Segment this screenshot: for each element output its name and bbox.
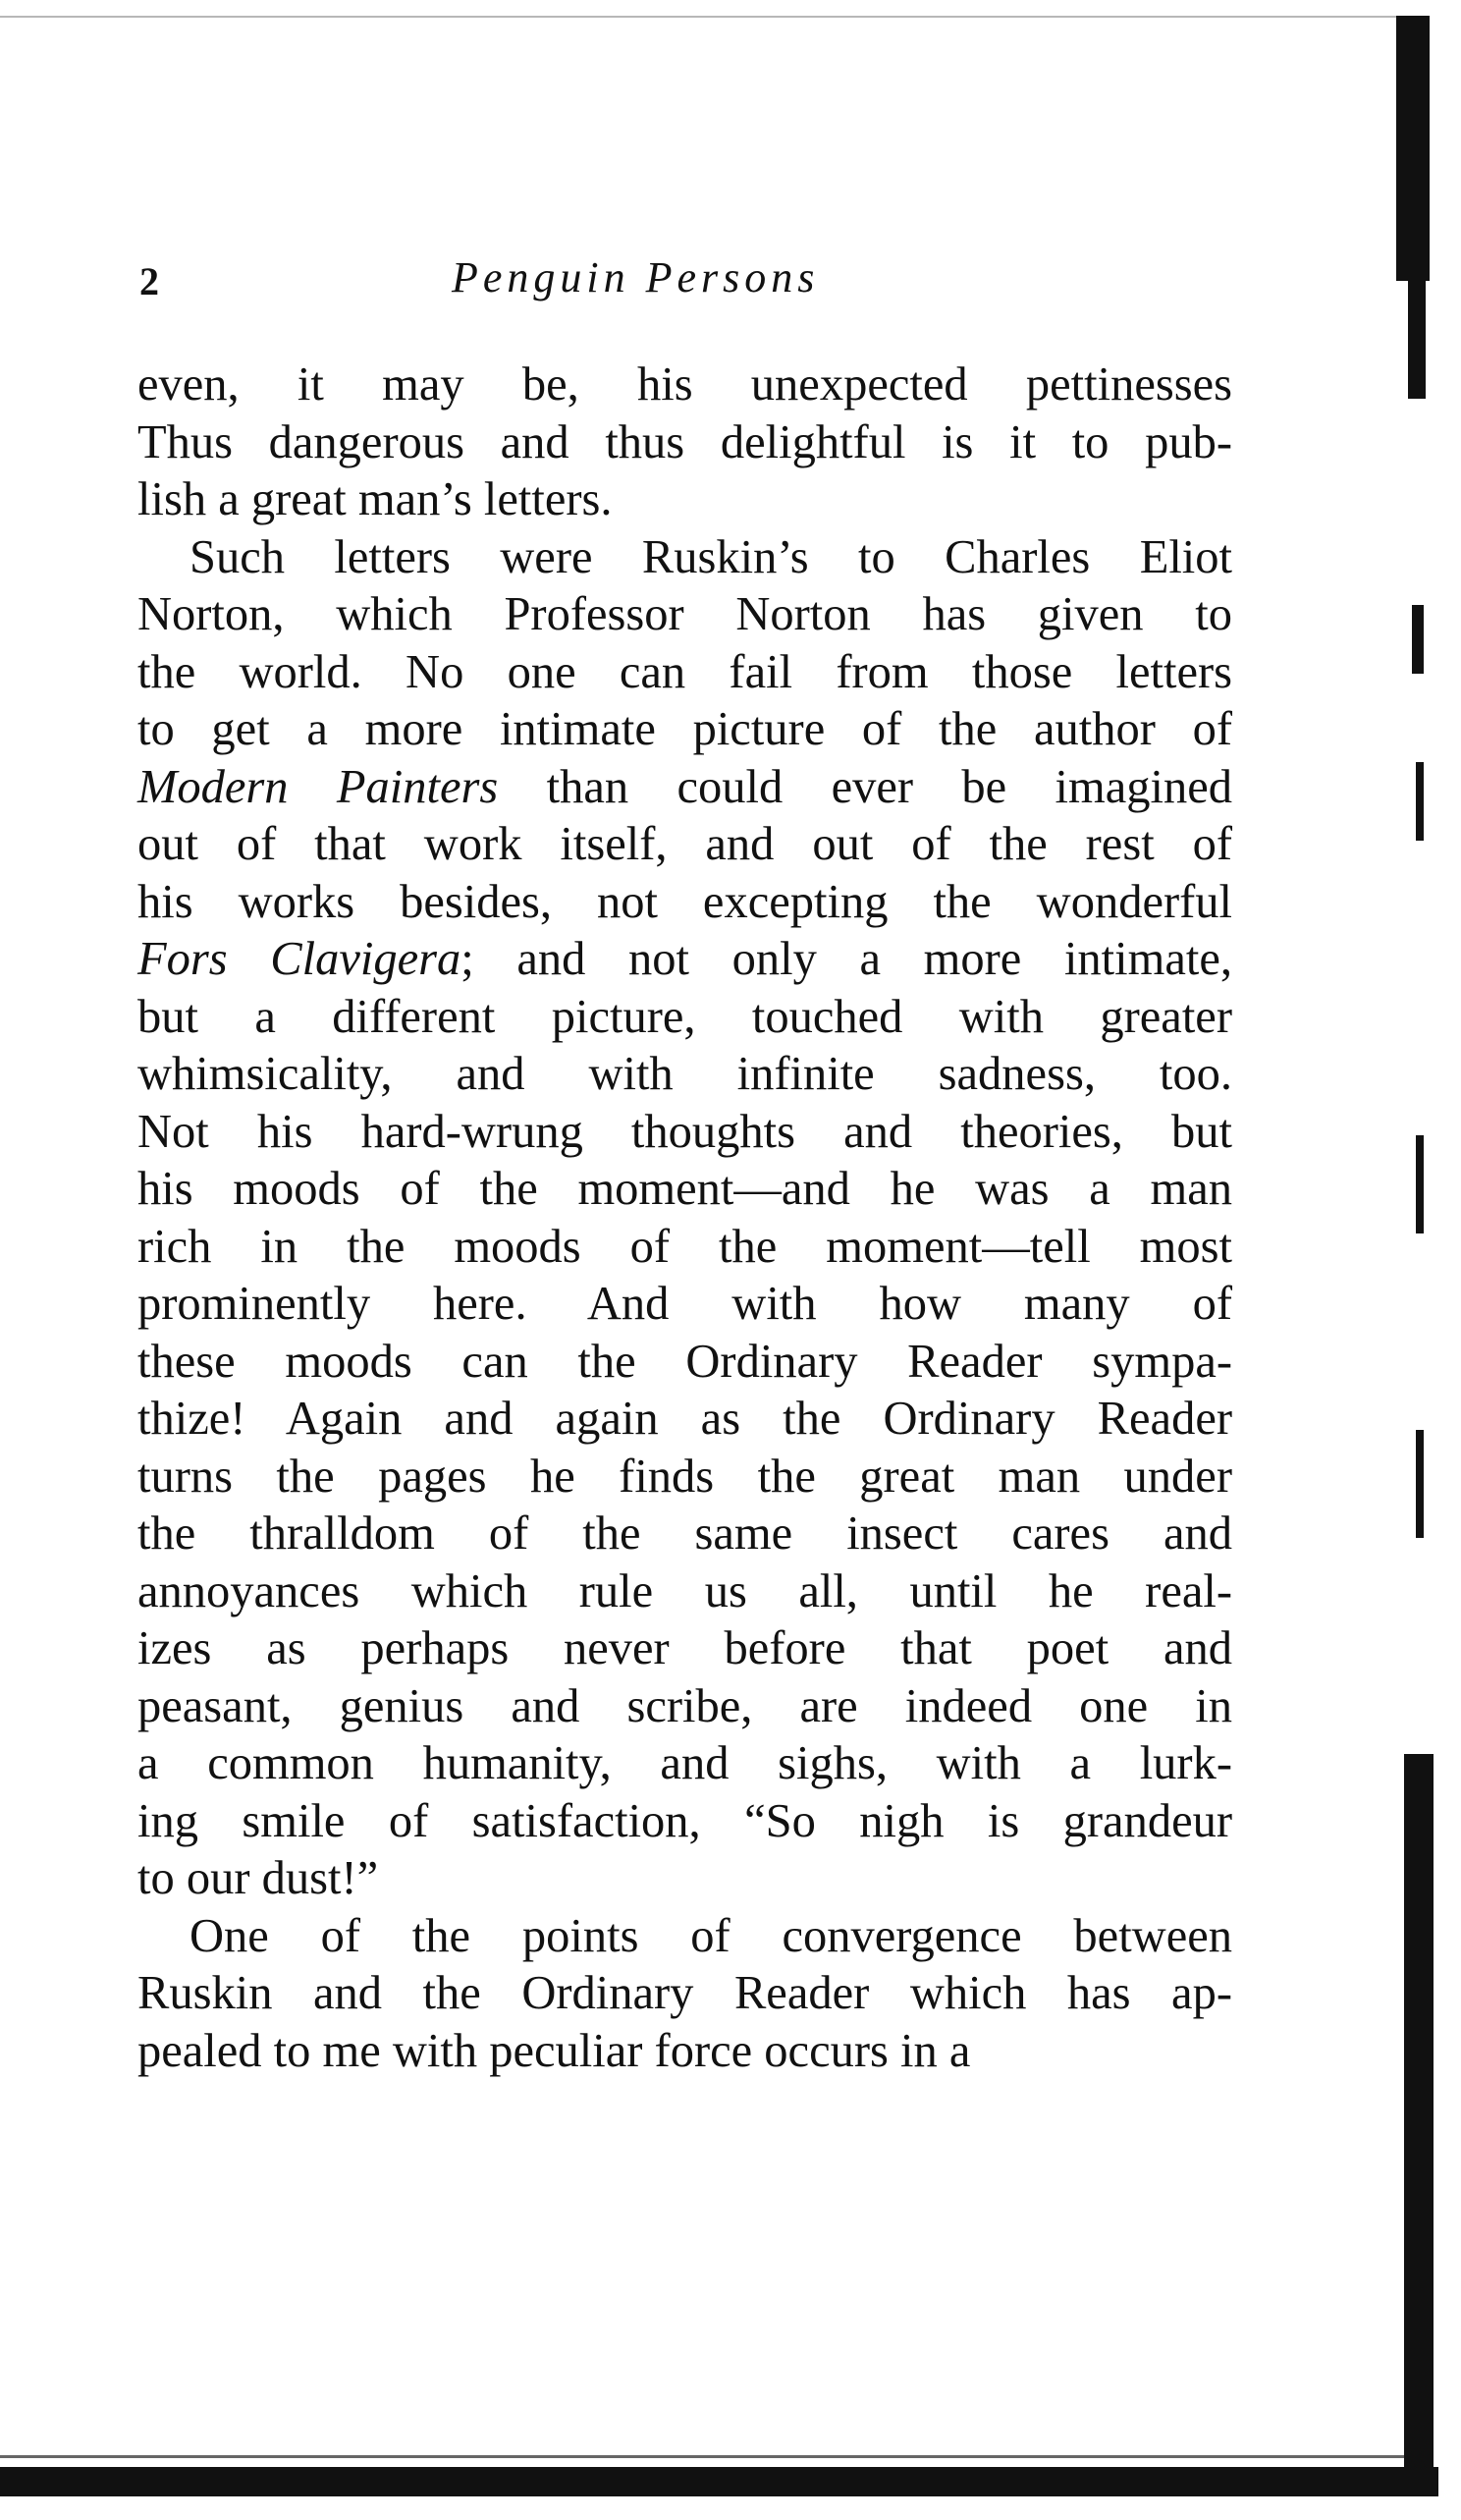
text-run: Thus dangerous and thus delightful is it to pub-	[137, 415, 1232, 468]
text-run: thize! Again and again as the Ordinary Reader	[137, 1393, 1232, 1445]
text-line	[137, 414, 1232, 472]
text-run: his works besides, not excepting the wonderful	[137, 875, 1232, 928]
text-run: peasant, genius and scribe, are indeed one in	[137, 1679, 1232, 1732]
text-run: turns the pages he finds the great man under	[137, 1450, 1232, 1503]
italic-title: Modern Painters	[137, 760, 499, 813]
text-line	[137, 2023, 1232, 2081]
text-run: rich in the moods of the moment—tell most	[137, 1220, 1232, 1273]
scan-edge-block	[1404, 1754, 1434, 2481]
text-run: the world. No one can fail from those letters	[137, 645, 1232, 698]
paragraph	[137, 1908, 1232, 2081]
text-line	[137, 471, 1232, 529]
text-run: out of that work itself, and out of the rest of	[137, 818, 1232, 870]
text-line	[137, 1908, 1232, 1966]
text-run: annoyances which rule us all, until he real-	[137, 1564, 1232, 1617]
italic-title: Fors Clavigera	[137, 933, 461, 985]
text-line	[137, 1161, 1232, 1219]
scan-edge-block	[1416, 1430, 1424, 1538]
text-line	[137, 1965, 1232, 2023]
text-line	[137, 816, 1232, 874]
text-run: Not his hard-wrung thoughts and theories, but	[137, 1105, 1232, 1158]
scan-top-rule	[0, 16, 1404, 18]
text-run: these moods can the Ordinary Reader sympa-	[137, 1335, 1232, 1388]
text-line	[137, 759, 1232, 817]
text-run: whimsicality, and with infinite sadness, too.	[137, 1048, 1232, 1100]
text-line	[137, 989, 1232, 1047]
text-line	[137, 1219, 1232, 1277]
text-run: but a different picture, touched with greater	[137, 990, 1232, 1043]
text-line	[137, 1276, 1232, 1334]
page-number: 2	[139, 259, 159, 303]
text-run: lish a great man’s letters.	[137, 473, 613, 525]
text-line	[137, 1563, 1232, 1621]
text-run: One of the points of convergence between	[189, 1909, 1232, 1962]
text-run: izes as perhaps never before that poet and	[137, 1622, 1232, 1674]
text-run: Ruskin and the Ordinary Reader which has ap-	[137, 1967, 1232, 2019]
paragraph	[137, 356, 1232, 529]
text-line	[137, 1620, 1232, 1678]
text-run: the thralldom of the same insect cares and	[137, 1507, 1232, 1560]
scan-edge-block	[1416, 1135, 1424, 1233]
text-line	[137, 1678, 1232, 1736]
text-run: ing smile of satisfaction, “So nigh is grandeur	[137, 1794, 1232, 1847]
scan-edge-block	[1396, 16, 1430, 281]
text-run: pealed to me with peculiar force occurs in a	[137, 2024, 971, 2077]
scan-edge-block	[1412, 605, 1424, 674]
text-run: Norton, which Professor Norton has given to	[137, 588, 1232, 640]
text-line	[137, 1735, 1232, 1793]
scan-edge-block	[1416, 762, 1424, 841]
body-text	[137, 356, 1232, 2080]
text-run: to get a more intimate picture of the author of	[137, 703, 1232, 755]
text-line	[137, 644, 1232, 702]
text-line	[137, 1506, 1232, 1563]
scan-right-edge	[1394, 16, 1453, 2500]
scan-edge-block	[1408, 281, 1426, 399]
paragraph	[137, 529, 1232, 1908]
text-run: ; and not only a more intimate,	[460, 933, 1232, 985]
text-run: to our dust!”	[137, 1852, 379, 1904]
text-line	[137, 586, 1232, 644]
text-line	[137, 356, 1232, 414]
text-line	[137, 701, 1232, 759]
scan-bottom-bar	[0, 2467, 1438, 2496]
text-line	[137, 529, 1232, 587]
scan-bottom-edge	[0, 2455, 1404, 2458]
text-run: his moods of the moment—and he was a man	[137, 1163, 1232, 1215]
text-run: Such letters were Ruskin’s to Charles Eliot	[189, 530, 1232, 583]
page-header	[137, 250, 1232, 309]
text-line	[137, 874, 1232, 932]
text-run: prominently here. And with how many of	[137, 1278, 1232, 1330]
text-line	[137, 1449, 1232, 1507]
text-run: a common humanity, and sighs, with a lurk-	[137, 1737, 1232, 1789]
text-line	[137, 1850, 1232, 1908]
text-line	[137, 1391, 1232, 1449]
text-run: than could ever be imagined	[498, 760, 1232, 813]
text-run: even, it may be, his unexpected pettinesses	[137, 358, 1232, 411]
text-line	[137, 1334, 1232, 1392]
text-line	[137, 931, 1232, 989]
text-line	[137, 1104, 1232, 1162]
text-line	[137, 1046, 1232, 1104]
text-line	[137, 1793, 1232, 1851]
running-head: Penguin Persons	[452, 253, 820, 301]
